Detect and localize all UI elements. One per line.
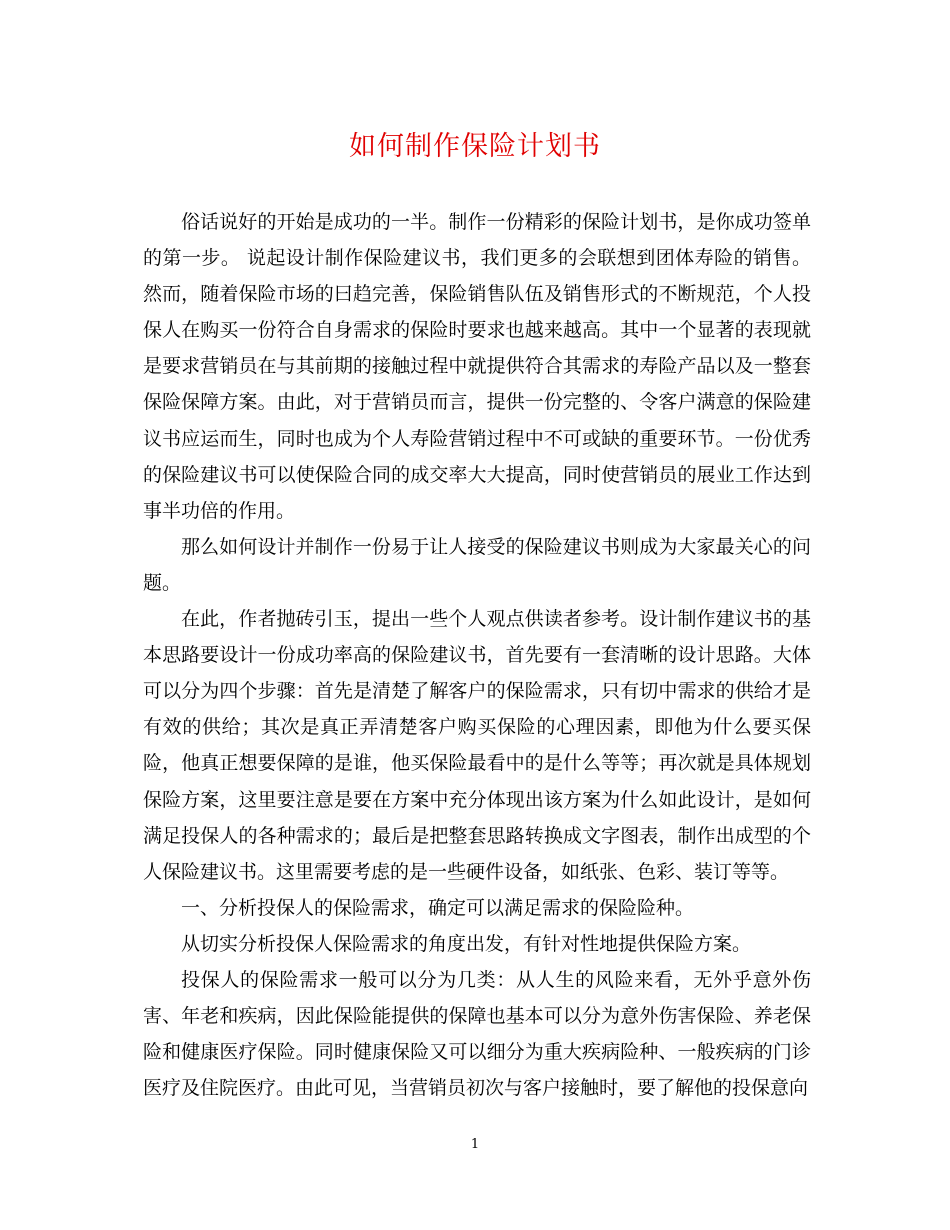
paragraph-question: 那么如何设计并制作一份易于让人接受的保险建议书则成为大家最关心的问题。 xyxy=(143,535,811,594)
paragraph-intro: 俗话说好的开始是成功的一半。制作一份精彩的保险计划书，是你成功签单的第一步。 说起设计制作保险建议书，我们更多的会联想到团体寿险的销售。然而，随着保险市场的曰趋完善，保险销售队伍及销售形式的不断规范，个人投保人在购买一份符合自身需求的保险时要求也越来越高。其中一个显著的表现就是要求营销员在与其前期的接触过程中就提供符合其需求的寿险产品以及一整套保险保障方案。由此，对于营销员而言，提供一份完整的、令客户满意的保险建议书应运而生，同时也成为个人寿险营销过程中不可或缺的重要环节。一份优秀的保险建议书可以使保险合同的成交率大大提高，同时使营销员的展业工作达到事半功倍的作用。 xyxy=(143,211,811,522)
paragraph-need-types: 投保人的保险需求一般可以分为几类：从人生的风险来看，无外乎意外伤害、年老和疾病，因此保险能提供的保障也基本可以分为意外伤害保险、养老保险和健康医疗保险。同时健康保险又可以细分为重大疾病险种、一般疾病的门诊医疗及住院医疗。由此可见，当营销员初次与客户接触时，要了解他的投保意向 xyxy=(143,968,811,1100)
page-number: 1 xyxy=(470,1137,480,1152)
document-title: 如何制作保险计划书 xyxy=(349,131,601,162)
paragraph-targeted-plan: 从切实分析投保人保险需求的角度出发，有针对性地提供保险方案。 xyxy=(181,932,752,955)
document-body xyxy=(143,204,811,1106)
section-heading-analyze-needs: 一、分析投保人的保险需求，确定可以满足需求的保险险种。 xyxy=(181,896,695,919)
paragraph-design-approach: 在此，作者抛砖引玉，提出一些个人观点供读者参考。设计制作建议书的基本思路要设计一份成功率高的保险建议书，首先要有一套清晰的设计思路。大体可以分为四个步骤：首先是清楚了解客户的保险需求，只有切中需求的供给才是有效的供给；其次是真正弄清楚客户购买保险的心理因素，即他为什么要买保险，他真正想要保障的是谁，他买保险最看中的是什么等等；再次就是具体规划保险方案，这里要注意是要在方案中充分体现出该方案为什么如此设计，是如何满足投保人的各种需求的；最后是把整套思路转换成文字图表，制作出成型的个人保险建议书。这里需要考虑的是一些硬件设备，如纸张、色彩、装订等等。 xyxy=(143,608,811,883)
